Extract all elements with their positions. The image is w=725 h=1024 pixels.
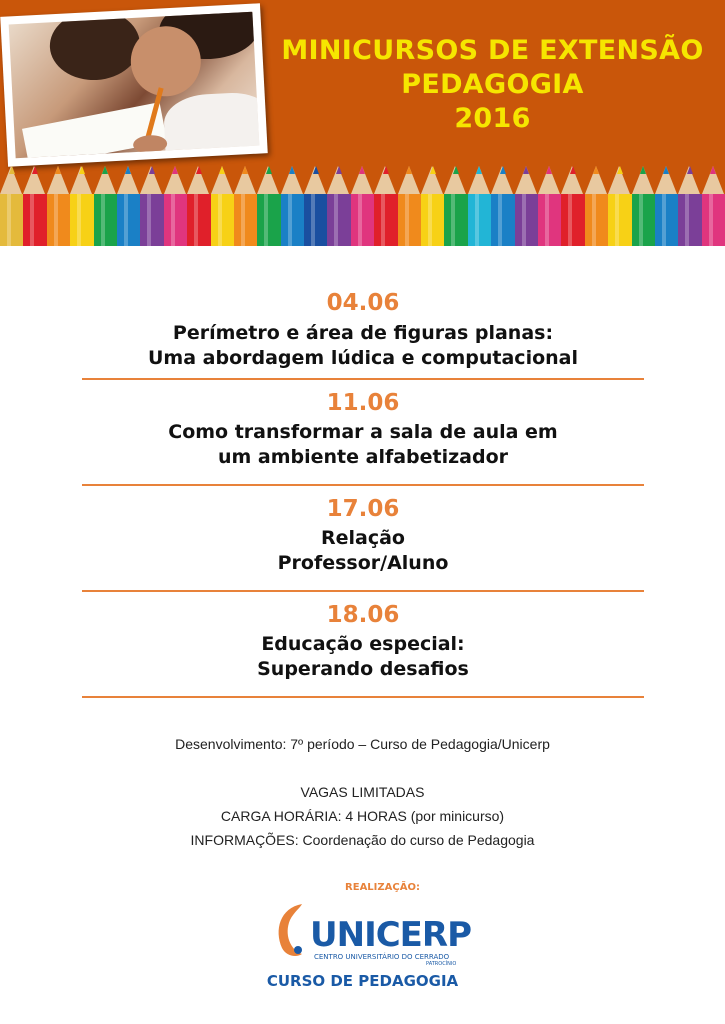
pencil-decoration	[538, 166, 561, 246]
pencil-decoration	[164, 166, 187, 246]
poster-title	[270, 34, 715, 136]
pencil-decoration	[632, 166, 655, 246]
course-title: Perímetro e área de figuras planas: Uma abordagem lúdica e computacional	[147, 322, 578, 369]
pencil-decoration	[398, 166, 421, 246]
children-drawing-photo	[0, 3, 267, 166]
course-list	[82, 288, 644, 698]
logo-wordmark: UNICERP	[310, 915, 471, 955]
pencil-decoration	[327, 166, 350, 246]
realizacao-label: REALIZAÇÃO:	[345, 882, 420, 893]
course-date: 18.06	[326, 602, 400, 628]
vagas-line: VAGAS LIMITADAS	[300, 784, 425, 800]
photo-image	[9, 12, 260, 159]
course-date: 11.06	[326, 390, 400, 416]
pencil-decoration	[0, 166, 23, 246]
pencil-decoration	[678, 166, 701, 246]
course-item	[82, 592, 644, 698]
course-title: Relação Professor/Aluno	[277, 527, 449, 574]
title-line: PEDAGOGIA	[401, 69, 584, 100]
pencil-decoration	[515, 166, 538, 246]
curso-pedagogia-label: CURSO DE PEDAGOGIA	[266, 972, 459, 990]
pencil-decoration	[561, 166, 584, 246]
pencil-decoration	[374, 166, 397, 246]
pencil-decoration	[281, 166, 304, 246]
pencil-decoration	[70, 166, 93, 246]
pencil-decoration	[23, 166, 46, 246]
header-banner	[0, 0, 725, 246]
pencil-decoration	[655, 166, 678, 246]
logo-subtitle: CENTRO UNIVERSITÁRIO DO CERRADO	[314, 953, 450, 961]
title-line: MINICURSOS DE EXTENSÃO	[281, 35, 704, 66]
pencil-decoration	[608, 166, 631, 246]
course-title: Como transformar a sala de aula em um ambiente alfabetizador	[168, 421, 558, 468]
pencil-decoration	[421, 166, 444, 246]
course-date: 04.06	[326, 290, 400, 316]
pencil-decoration	[702, 166, 725, 246]
pencil-decoration	[211, 166, 234, 246]
carga-horaria-line: CARGA HORÁRIA: 4 HORAS (por minicurso)	[220, 808, 505, 824]
pencil-decoration	[47, 166, 70, 246]
pencil-decoration	[234, 166, 257, 246]
course-item	[82, 380, 644, 486]
pencil-decoration	[94, 166, 117, 246]
course-date: 17.06	[326, 496, 400, 522]
development-note: Desenvolvimento: 7º período – Curso de Pedagogia/Unicerp	[175, 736, 550, 752]
logo-city: PATROCÍNIO	[426, 961, 457, 967]
informacoes-line: INFORMAÇÕES: Coordenação do curso de Pedagogia	[190, 832, 535, 848]
course-title: Educação especial: Superando desafios	[257, 633, 469, 680]
pencil-decoration	[444, 166, 467, 246]
pencil-decoration	[117, 166, 140, 246]
pencil-decoration	[351, 166, 374, 246]
colored-pencils-border	[0, 166, 725, 246]
unicerp-swoosh-icon	[272, 900, 312, 960]
pencil-decoration	[257, 166, 280, 246]
title-line: 2016	[454, 103, 531, 134]
pencil-decoration	[468, 166, 491, 246]
course-item	[82, 486, 644, 592]
pencil-decoration	[491, 166, 514, 246]
course-details	[0, 780, 725, 852]
pencil-decoration	[304, 166, 327, 246]
course-item	[82, 288, 644, 380]
pencil-decoration	[187, 166, 210, 246]
pencil-decoration	[140, 166, 163, 246]
pencil-decoration	[585, 166, 608, 246]
